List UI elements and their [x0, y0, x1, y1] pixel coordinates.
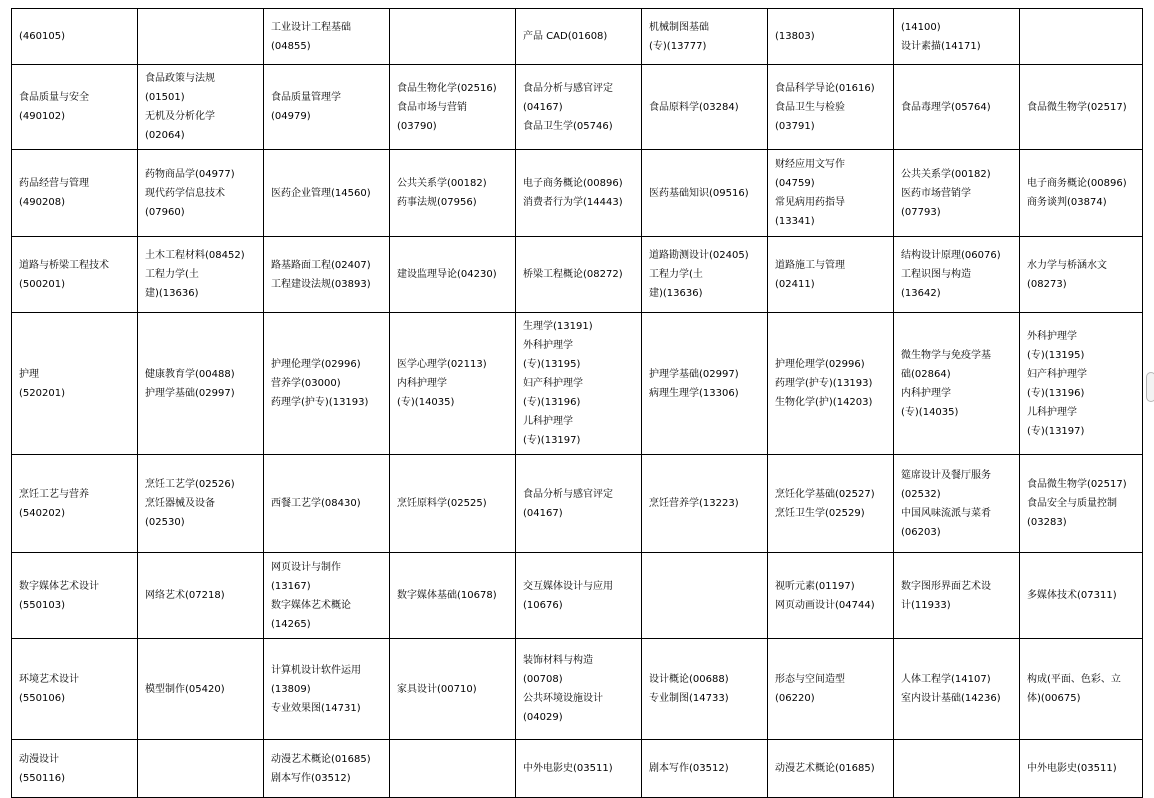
course-list-text: 数字图形界面艺术设 计(11933) — [901, 580, 991, 611]
course-list-text: 烹饪化学基础(02527) 烹饪卫生学(02529) — [775, 488, 875, 519]
major-name-text: 环境艺术设计 (550106) — [19, 674, 79, 704]
course-list-text: 食品毒理学(05764) — [901, 101, 991, 113]
course-cell — [516, 740, 642, 798]
major-cell — [12, 65, 138, 150]
course-list-text: 交互媒体设计与应用 (10676) — [523, 580, 613, 611]
course-cell — [1020, 150, 1143, 237]
course-cell — [516, 237, 642, 313]
table-body — [12, 9, 1143, 798]
course-list-text: 构成(平面、色彩、立 体)(00675) — [1027, 674, 1121, 704]
course-cell — [1020, 455, 1143, 553]
course-cell — [768, 313, 894, 455]
course-list-text: 动漫艺术概论(01685) 剧本写作(03512) — [271, 753, 371, 784]
course-list-text: 食品政策与法规 (01501) 无机及分析化学 (02064) — [145, 73, 215, 141]
major-cell — [12, 9, 138, 65]
scrollbar-handle[interactable] — [1146, 372, 1154, 402]
course-list-text: 食品微生物学(02517) 食品安全与质量控制 (03283) — [1027, 479, 1127, 528]
course-list-text: 食品分析与感官评定 (04167) — [523, 488, 613, 519]
course-cell — [390, 553, 516, 639]
course-list-text: 微生物学与免疫学基 础(02864) 内科护理学 (专)(14035) — [901, 349, 991, 418]
course-list-text: 计算机设计软件运用 (13809) 专业效果图(14731) — [271, 664, 361, 714]
course-cell — [264, 639, 390, 740]
course-cell — [264, 740, 390, 798]
course-cell — [642, 65, 768, 150]
course-cell — [138, 9, 264, 65]
course-cell — [768, 150, 894, 237]
course-list-text: 工业设计工程基础 (04855) — [271, 21, 351, 52]
course-cell — [138, 150, 264, 237]
major-cell — [12, 639, 138, 740]
course-cell — [390, 313, 516, 455]
course-list-text: 中外电影史(03511) — [523, 763, 613, 774]
row-cooking-nutrition — [12, 455, 1143, 553]
course-list-text: 筵席设计及餐厅服务 (02532) 中国风味流派与菜肴 (06203) — [901, 469, 991, 538]
course-cell — [516, 313, 642, 455]
course-cell — [264, 313, 390, 455]
major-name-text: 食品质量与安全 (490102) — [19, 92, 89, 122]
course-list-text: 健康教育学(00488) 护理学基础(02997) — [145, 368, 235, 399]
course-list-text: 烹饪营养学(13223) — [649, 498, 739, 509]
course-cell — [1020, 740, 1143, 798]
course-list-text: 道路施工与管理 (02411) — [775, 259, 845, 290]
course-list-text: 人体工程学(14107) 室内设计基础(14236) — [901, 674, 1001, 704]
course-list-text: 剧本写作(03512) — [649, 763, 729, 774]
course-cell — [642, 639, 768, 740]
course-list-text: 电子商务概论(00896) 商务谈判(03874) — [1027, 178, 1127, 208]
row-drug-business-management — [12, 150, 1143, 237]
course-list-text: 食品科学导论(01616) 食品卫生与检验 (03791) — [775, 82, 875, 132]
course-cell — [390, 639, 516, 740]
course-cell — [1020, 9, 1143, 65]
course-list-text: (14100) 设计素描(14171) — [901, 21, 981, 52]
course-cell — [1020, 553, 1143, 639]
course-list-text: 路基路面工程(02407) 工程建设法规(03893) — [271, 259, 371, 290]
course-list-text: 药物商品学(04977) 现代药学信息技术 (07960) — [145, 168, 235, 218]
course-list-text: 水力学与桥涵水文 (08273) — [1027, 259, 1107, 290]
row-food-quality-safety — [12, 65, 1143, 150]
major-name-text: 烹饪工艺与营养 (540202) — [19, 488, 89, 519]
course-list-text: 网页设计与制作 (13167) 数字媒体艺术概论 (14265) — [271, 561, 351, 630]
course-cell — [894, 150, 1020, 237]
course-list-text: 机械制图基础 (专)(13777) — [649, 21, 709, 52]
course-list-text: 视听元素(01197) 网页动画设计(04744) — [775, 580, 875, 611]
course-cell — [642, 150, 768, 237]
course-cell — [138, 553, 264, 639]
course-cell — [1020, 313, 1143, 455]
course-list-text: 外科护理学 (专)(13195) 妇产科护理学 (专)(13196) 儿科护理学 (专)(13197) — [1027, 330, 1087, 437]
course-list-text: 公共关系学(00182) 医药市场营销学 (07793) — [901, 168, 991, 218]
course-cell — [516, 455, 642, 553]
course-cell — [390, 65, 516, 150]
course-list-text: 电子商务概论(00896) 消费者行为学(14443) — [523, 178, 623, 208]
course-list-text: 产品 CAD(01608) — [523, 31, 608, 42]
course-cell — [390, 740, 516, 798]
course-list-text: 财经应用文写作 (04759) 常见病用药指导 (13341) — [775, 159, 845, 227]
course-cell — [768, 639, 894, 740]
row-nursing — [12, 313, 1143, 455]
major-name-text: 护理 (520201) — [19, 368, 65, 399]
row-environmental-art-design — [12, 639, 1143, 740]
course-cell — [516, 9, 642, 65]
row-road-bridge-engineering — [12, 237, 1143, 313]
course-list-text: 中外电影史(03511) — [1027, 763, 1117, 774]
major-cell — [12, 455, 138, 553]
course-cell — [138, 455, 264, 553]
course-list-text: 护理学基础(02997) 病理生理学(13306) — [649, 368, 739, 399]
course-cell — [894, 740, 1020, 798]
course-cell — [894, 639, 1020, 740]
course-cell — [264, 65, 390, 150]
course-list-text: 动漫艺术概论(01685) — [775, 763, 875, 774]
course-list-text: 医药基础知识(09516) — [649, 187, 749, 199]
course-list-text: 食品原料学(03284) — [649, 101, 739, 113]
course-cell — [390, 455, 516, 553]
course-list-text: 食品分析与感官评定 (04167) 食品卫生学(05746) — [523, 82, 613, 132]
course-table — [11, 8, 1143, 798]
course-cell — [768, 740, 894, 798]
major-cell — [12, 553, 138, 639]
course-cell — [264, 150, 390, 237]
course-list-text: 医学心理学(02113) 内科护理学 (专)(14035) — [397, 359, 487, 408]
course-cell — [390, 237, 516, 313]
course-cell — [264, 553, 390, 639]
course-cell — [642, 9, 768, 65]
course-cell — [138, 313, 264, 455]
course-list-text: 家具设计(00710) — [397, 683, 477, 695]
course-cell — [138, 65, 264, 150]
course-list-text: (13803) — [775, 31, 815, 42]
course-cell — [390, 9, 516, 65]
course-cell — [768, 455, 894, 553]
course-cell — [516, 639, 642, 740]
course-list-text: 土木工程材料(08452) 工程力学(土 建)(13636) — [145, 250, 245, 299]
course-cell — [1020, 639, 1143, 740]
course-cell — [264, 9, 390, 65]
course-cell — [894, 553, 1020, 639]
course-cell — [894, 313, 1020, 455]
course-cell — [894, 9, 1020, 65]
course-list-text: 网络艺术(07218) — [145, 590, 225, 601]
major-name-text: (460105) — [19, 31, 65, 42]
major-cell — [12, 313, 138, 455]
course-list-text: 烹饪工艺学(02526) 烹饪器械及设备 (02530) — [145, 479, 235, 528]
row-digital-media-art-design — [12, 553, 1143, 639]
major-name-text: 数字媒体艺术设计 (550103) — [19, 580, 99, 611]
course-cell — [138, 639, 264, 740]
course-cell — [768, 553, 894, 639]
course-cell — [390, 150, 516, 237]
course-cell — [264, 237, 390, 313]
course-list-text: 食品微生物学(02517) — [1027, 101, 1127, 113]
course-list-text: 道路勘测设计(02405) 工程力学(土 建)(13636) — [649, 250, 749, 299]
course-list-text: 食品质量管理学 (04979) — [271, 92, 341, 122]
course-list-text: 护理伦理学(02996) 药理学(护专)(13193) 生物化学(护)(14203) — [775, 359, 873, 408]
course-cell — [642, 313, 768, 455]
major-cell — [12, 150, 138, 237]
course-cell — [894, 237, 1020, 313]
major-name-text: 动漫设计 (550116) — [19, 753, 65, 784]
major-cell — [12, 740, 138, 798]
course-cell — [138, 237, 264, 313]
course-cell — [138, 740, 264, 798]
course-list-text: 生理学(13191) 外科护理学 (专)(13195) 妇产科护理学 (专)(13196) 儿科护理学 (专)(13197) — [523, 321, 593, 446]
course-cell — [642, 455, 768, 553]
course-list-text: 多媒体技术(07311) — [1027, 590, 1117, 601]
course-cell — [894, 65, 1020, 150]
major-name-text: 道路与桥梁工程技术 (500201) — [19, 259, 109, 290]
course-list-text: 桥梁工程概论(08272) — [523, 269, 623, 280]
course-list-text: 烹饪原料学(02525) — [397, 498, 487, 509]
major-cell — [12, 237, 138, 313]
course-cell — [768, 9, 894, 65]
course-list-text: 建设监理导论(04230) — [397, 269, 497, 280]
course-cell — [264, 455, 390, 553]
course-list-text: 公共关系学(00182) 药事法规(07956) — [397, 178, 487, 208]
row-animation-design — [12, 740, 1143, 798]
course-cell — [516, 150, 642, 237]
course-cell — [768, 65, 894, 150]
course-list-text: 装饰材料与构造 (00708) 公共环境设施设计 (04029) — [523, 655, 603, 723]
course-cell — [516, 65, 642, 150]
course-list-text: 护理伦理学(02996) 营养学(03000) 药理学(护专)(13193) — [271, 359, 369, 408]
course-cell — [642, 740, 768, 798]
course-list-text: 模型制作(05420) — [145, 683, 225, 695]
course-list-text: 形态与空间造型 (06220) — [775, 674, 845, 704]
course-cell — [894, 455, 1020, 553]
course-cell — [768, 237, 894, 313]
course-list-text: 数字媒体基础(10678) — [397, 590, 497, 601]
course-cell — [642, 553, 768, 639]
course-list-text: 食品生物化学(02516) 食品市场与营销 (03790) — [397, 82, 497, 132]
row-partial-top — [12, 9, 1143, 65]
course-cell — [516, 553, 642, 639]
course-list-text: 结构设计原理(06076) 工程识图与构造 (13642) — [901, 250, 1001, 299]
course-cell — [642, 237, 768, 313]
major-name-text: 药品经营与管理 (490208) — [19, 178, 89, 208]
course-list-text: 设计概论(00688) 专业制图(14733) — [649, 674, 729, 704]
course-list-text: 西餐工艺学(08430) — [271, 498, 361, 509]
course-cell — [1020, 237, 1143, 313]
course-cell — [1020, 65, 1143, 150]
course-list-text: 医药企业管理(14560) — [271, 187, 371, 199]
